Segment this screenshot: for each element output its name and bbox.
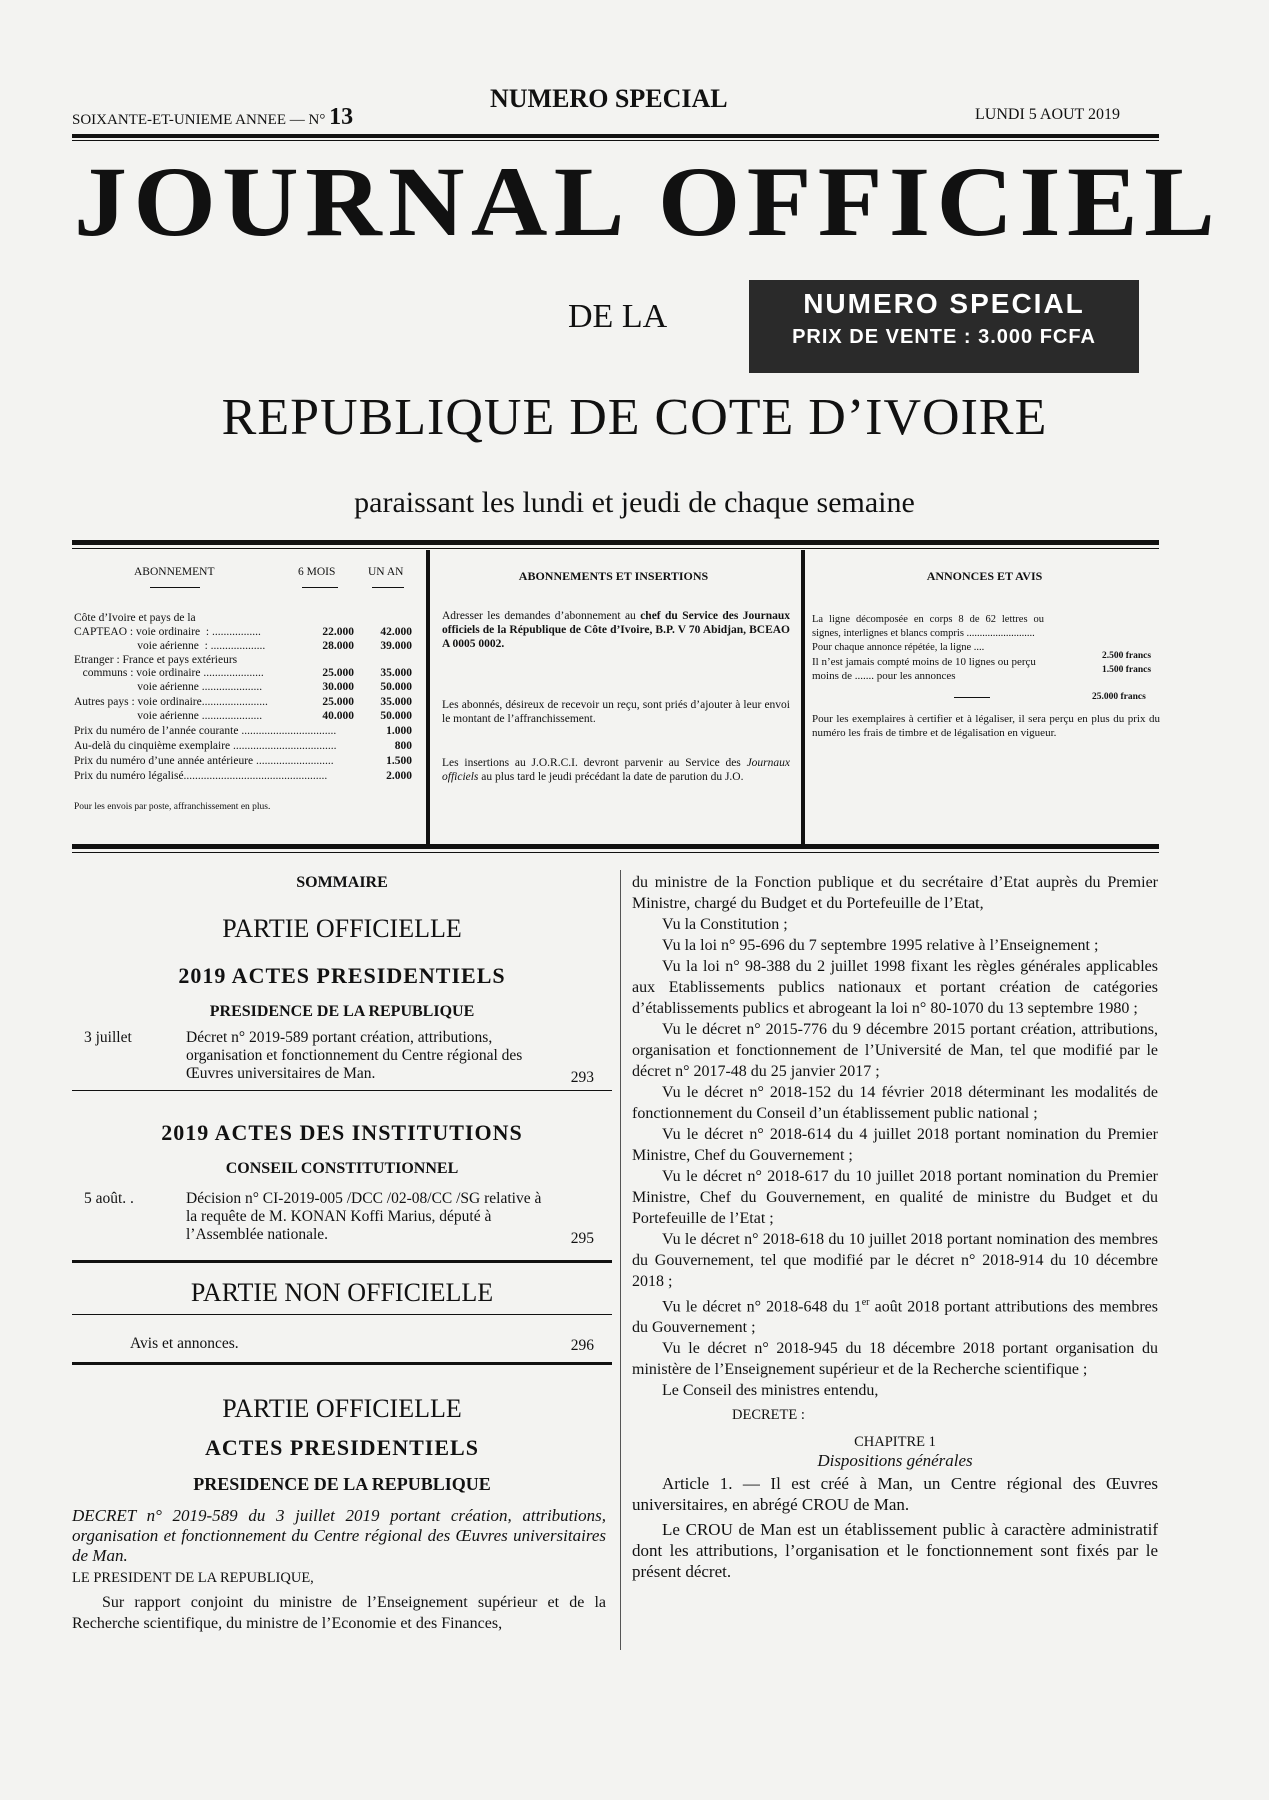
sommaire-rule xyxy=(72,1260,612,1263)
header-rule-thin xyxy=(72,140,1159,141)
annonces-l4: Pour les exemplaires à certifier et à légaliser, il sera perçu en plus du prix du numéro les frais de timbre et de légalisation en vigueur. xyxy=(812,713,1160,739)
abonnement-row-label: Prix du numéro de l’année courante ................................. xyxy=(74,725,337,737)
abonnement-row xyxy=(74,710,414,722)
abonnement-row-six-months: 30.000 xyxy=(322,681,354,693)
one-year-head: UN AN xyxy=(368,566,404,578)
abonnement-row-label: Prix du numéro légalisé.................................................. xyxy=(74,770,328,782)
sommaire-rule xyxy=(72,1314,612,1315)
insertions-p1-a: Adresser les demandes d’abonnement au xyxy=(442,610,641,622)
annonces-l2: Pour chaque annonce répétée, la ligne .... xyxy=(812,642,985,653)
issue-number: 13 xyxy=(329,104,354,130)
toc-page: 296 xyxy=(570,1337,594,1354)
abonnement-row xyxy=(74,626,414,638)
info-box-bottom-rule-thin xyxy=(72,852,1159,853)
annonces-l3: Il n’est jamais compté moins de 10 lignes ou perçu moins de ....... pour les annonces xyxy=(812,656,1036,682)
toc-text: Avis et annonces. xyxy=(130,1335,239,1352)
conseil-entendu: Le Conseil des ministres entendu, xyxy=(662,1382,879,1400)
abonnement-row-one-year: 2.000 xyxy=(386,770,412,782)
body-partie-officielle: PARTIE OFFICIELLE xyxy=(222,1394,462,1423)
badge-special: NUMERO SPECIAL xyxy=(803,288,1085,319)
abonnement-row-label: Etranger : France et pays extérieurs xyxy=(74,654,238,666)
article-1: Article 1. — Il est créé à Man, un Centre régional des Œuvres universitaires, en abrégé CROU de Man. xyxy=(632,1474,1158,1515)
abonnement-row xyxy=(74,740,414,752)
toc-date: 3 juillet xyxy=(84,1029,132,1046)
sommaire-partie-officielle: PARTIE OFFICIELLE xyxy=(222,914,462,943)
sommaire-actes-institutions: 2019 ACTES DES INSTITUTIONS xyxy=(161,1120,523,1145)
journal-title: JOURNAL OFFICIEL xyxy=(74,146,1222,257)
visa-sup: er xyxy=(861,1297,870,1308)
abonnement-row-one-year: 39.000 xyxy=(380,640,412,652)
sommaire-partie-non-officielle: PARTIE NON OFFICIELLE xyxy=(190,1278,494,1307)
abonnement-row-label: Autres pays : voie ordinaire....................... xyxy=(74,696,268,708)
info-box-top-rule-thin xyxy=(72,548,1159,549)
abonnement-row-one-year: 800 xyxy=(394,740,412,752)
abonnement-row-label: voie aérienne ..................... xyxy=(74,710,263,722)
insertions-p3-b: au plus tard le jeudi précédant la date de parution du J.O. xyxy=(478,771,744,783)
header-rule xyxy=(72,134,1159,138)
abonnement-row-six-months: 40.000 xyxy=(322,710,354,722)
toc-text: Décision n° CI-2019-005 /DCC /02-08/CC /SG relative à la requête de M. KONAN Koffi Marius, député à l’Assemblée nationale. xyxy=(186,1190,542,1243)
insertions-p1 xyxy=(442,609,790,651)
abonnement-row xyxy=(74,770,414,782)
abonnement-row-label: voie aérienne : ................... xyxy=(74,640,266,652)
six-months-head: 6 MOIS xyxy=(298,566,336,578)
annonces-l1: La ligne décomposée en corps 8 de 62 lettres ou signes, interlignes et blancs compris .......................... xyxy=(812,614,1044,639)
visa xyxy=(632,1292,1158,1338)
right-paragraph: du ministre de la Fonction publique et du secrétaire d’Etat auprès du Premier Ministre, chargé du Budget et du Portefeuille de l’Etat, xyxy=(632,874,1158,912)
annonces-divider xyxy=(954,697,990,698)
price-badge xyxy=(749,280,1139,373)
chapitre-title: Dispositions générales xyxy=(817,1451,973,1471)
body-actes-presidentiels: ACTES PRESIDENTIELS xyxy=(205,1435,479,1460)
toc-page: 295 xyxy=(570,1230,594,1247)
sommaire-conseil: CONSEIL CONSTITUTIONNEL xyxy=(225,1160,459,1177)
annonces-l1-price: 2.500 francs xyxy=(1102,651,1152,661)
insertions-p3 xyxy=(442,756,790,784)
abonnement-head-label: ABONNEMENT xyxy=(134,566,215,578)
visa: Vu la loi n° 98-388 du 2 juillet 1998 fixant les règles générales applicables aux Etablissements publics nationaux et portant création de catégories d’établissements publics et abrogeant la loi n° 80-1070 du 13 septembre 1980 ; xyxy=(632,958,1158,1017)
insertions-p3-italic: Journaux officiels xyxy=(442,757,790,783)
abonnement-row xyxy=(74,654,414,666)
abonnement-row-label: Prix du numéro d’une année antérieure ........................... xyxy=(74,755,334,767)
column-divider xyxy=(620,870,621,1650)
abonnement-row-one-year: 42.000 xyxy=(380,626,412,638)
visa: Vu la loi n° 95-696 du 7 septembre 1995 relative à l’Enseignement ; xyxy=(662,937,1099,954)
annonces-body xyxy=(812,613,1160,740)
visa-part: Vu le décret n° 2018-648 du 1 xyxy=(662,1298,862,1316)
issue-prefix: SOIXANTE-ET-UNIEME ANNEE — N° xyxy=(72,112,326,128)
toc-entry-1[interactable] xyxy=(84,1029,594,1087)
visa: Vu le décret n° 2018-152 du 14 février 2018 déterminant les modalités de fonctionnement du Conseil d’un établissement public national ; xyxy=(632,1084,1158,1122)
underline xyxy=(302,587,338,588)
visa-part: août 2018 portant attributions des membres du Gouvernement ; xyxy=(632,1298,1158,1337)
abonnement-row-label: CAPTEAO : voie ordinaire : ................. xyxy=(74,626,261,638)
abonnement-row xyxy=(74,696,414,708)
toc-text: Décret n° 2019-589 portant création, attributions, organisation et fonctionnement du Centre régional des Œuvres universitaires de Man. xyxy=(186,1029,523,1082)
abonnement-row-one-year: 50.000 xyxy=(380,681,412,693)
article-1-paragraph: Le CROU de Man est un établissement public à caractère administratif dont les attributions, l’organisation et le fonctionnement sont fixés par le présent décret. xyxy=(632,1520,1158,1582)
toc-page: 293 xyxy=(570,1069,594,1086)
visa: Vu le décret n° 2018-945 du 18 décembre 2018 portant organisation du ministère de l’Enseignement supérieur et de la Recherche scientifique ; xyxy=(632,1340,1158,1379)
visa: Vu le décret n° 2018-614 du 4 juillet 2018 portant nomination du Premier Ministre, Chef du Gouvernement ; xyxy=(632,1126,1158,1164)
abonnement-row-six-months: 28.000 xyxy=(322,640,354,652)
visa: Vu le décret n° 2018-617 du 10 juillet 2018 portant nomination du Premier Ministre, Chef du Gouvernement, en qualité de ministre du Budget et du Portefeuille de l’Etat ; xyxy=(632,1168,1158,1227)
abonnement-row xyxy=(74,725,414,737)
abonnement-row-six-months: 22.000 xyxy=(322,626,354,638)
abonnement-row xyxy=(74,667,414,679)
insertions-head: ABONNEMENTS ET INSERTIONS xyxy=(518,569,709,583)
abonnement-line: Côte d’Ivoire et pays de la xyxy=(74,612,196,624)
info-box-top-rule xyxy=(72,540,1159,545)
annonces-l3-price: 25.000 francs xyxy=(1092,692,1146,702)
abonnement-row-one-year: 35.000 xyxy=(380,696,412,708)
annonces-l2-price: 1.500 francs xyxy=(1102,665,1152,675)
decret-title: DECRET n° 2019-589 du 3 juillet 2019 portant création, attributions, organisation et fonctionnement du Centre régional des Œuvres universitaires de Man. xyxy=(72,1506,606,1565)
abonnement-row-label: communs : voie ordinaire ..................... xyxy=(74,667,264,679)
body-presidence: PRESIDENCE DE LA REPUBLIQUE xyxy=(193,1474,491,1494)
insertions-p3-a: Les insertions au J.O.R.C.I. devront parvenir au Service des xyxy=(442,757,747,769)
badge-price: PRIX DE VENTE : 3.000 FCFA xyxy=(792,326,1096,348)
abonnement-note: Pour les envois par poste, affranchissement en plus. xyxy=(74,802,271,812)
sommaire-head: SOMMAIRE xyxy=(296,874,388,891)
abonnement-header xyxy=(74,565,424,585)
visa: Vu le décret n° 2018-618 du 10 juillet 2018 portant nomination des membres du Gouvernement, tel que modifié par le décret n° 2018-914 du 10 décembre 2018 ; xyxy=(632,1231,1158,1290)
president-heading: LE PRESIDENT DE LA REPUBLIQUE, xyxy=(72,1570,314,1586)
abonnement-row-six-months: 25.000 xyxy=(322,667,354,679)
publication-frequency: paraissant les lundi et jeudi de chaque semaine xyxy=(354,486,915,519)
abonnement-row-one-year: 35.000 xyxy=(380,667,412,679)
insertions-p1-b: chef du Service des Journaux officiels de la République de Côte d’Ivoire, B.P. V 70 Abidjan, BCEAO A 0005 0002. xyxy=(442,610,790,650)
issue-line xyxy=(72,104,353,131)
special-edition-label: NUMERO SPECIAL xyxy=(490,84,728,113)
left-paragraph: Sur rapport conjoint du ministre de l’Enseignement supérieur et de la Recherche scientifique, du ministre de l’Economie et des Finances, xyxy=(72,1594,606,1632)
right-column xyxy=(632,872,1158,1582)
republic-title: REPUBLIQUE DE COTE D’IVOIRE xyxy=(221,389,1048,446)
abonnement-row-label: Au-delà du cinquième exemplaire .................................... xyxy=(74,740,337,752)
underline xyxy=(372,587,404,588)
toc-date: 5 août. . xyxy=(84,1190,134,1207)
toc-entry-3[interactable] xyxy=(84,1335,594,1355)
sommaire-actes-presidentiels: 2019 ACTES PRESIDENTIELS xyxy=(178,963,506,988)
sommaire-rule xyxy=(72,1362,612,1365)
insertions-p2: Les abonnés, désireux de recevoir un reçu, sont priés d’ajouter à leur envoi le montant de l’affranchissement. xyxy=(442,699,790,725)
info-divider-1 xyxy=(426,550,430,846)
abonnement-row xyxy=(74,640,414,652)
abonnement-row-six-months: 25.000 xyxy=(322,696,354,708)
abonnement-row-label: voie aérienne ..................... xyxy=(74,681,263,693)
abonnement-row-one-year: 50.000 xyxy=(380,710,412,722)
issue-date: LUNDI 5 AOUT 2019 xyxy=(975,106,1121,123)
decrete-label: DECRETE : xyxy=(732,1407,805,1424)
sommaire-rule xyxy=(72,1090,612,1091)
de-la-label: DE LA xyxy=(568,298,668,335)
abonnement-row-one-year: 1.500 xyxy=(386,755,412,767)
visa: Vu la Constitution ; xyxy=(662,916,788,933)
info-box-bottom-rule xyxy=(72,844,1159,849)
abonnement-row-one-year: 1.000 xyxy=(386,725,412,737)
toc-entry-2[interactable] xyxy=(84,1190,594,1248)
info-divider-2 xyxy=(801,550,805,846)
underline xyxy=(150,587,200,588)
chapitre-label: CHAPITRE 1 xyxy=(854,1434,936,1451)
annonces-head: ANNONCES ET AVIS xyxy=(926,569,1043,583)
visa: Vu le décret n° 2015-776 du 9 décembre 2015 portant création, attributions, organisation et fonctionnement de l’Université de Man, tel que modifié par le décret n° 2017-48 du 25 janvier 2017 ; xyxy=(632,1021,1158,1080)
abonnement-row xyxy=(74,681,414,693)
abonnement-row xyxy=(74,755,414,767)
sommaire-presidence: PRESIDENCE DE LA REPUBLIQUE xyxy=(209,1003,475,1020)
